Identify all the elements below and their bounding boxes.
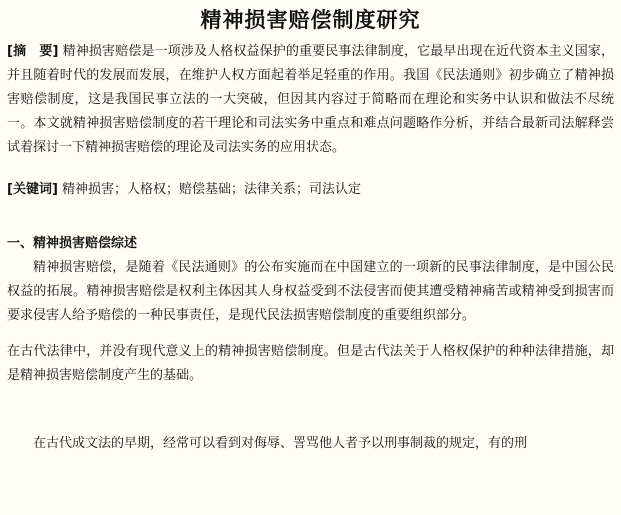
section-paragraph-3: 在古代成文法的早期，经常可以看到对侮辱、詈骂他人者予以刑事制裁的规定，有的刑 <box>33 436 528 451</box>
abstract-paragraph <box>7 40 614 160</box>
abstract-label: [摘 要] <box>7 44 59 59</box>
abstract-text: 精神损害赔偿是一项涉及人格权益保护的重要民事法律制度，它最早出现在近代资本主义国家，并且随着时代的发展而发展，在维护人权方面起着举足轻重的作用。我国《民法通则》初步确立了精神损害赔偿制度，这是我国民事立法的一大突破，但因其内容过于简略而在理论和实务中认识和做法不尽统一。本文就精神损害赔偿制度的若干理论和司法实务中重点和难点问题略作分析，并结合最新司法解释尝试着探讨一下精神损害赔偿的理论及司法实务的应用状态。 <box>7 44 614 155</box>
section-paragraph-1: 精神损害赔偿，是随着《民法通则》的公布实施而在中国建立的一项新的民事法律制度，是中国公民权益的拓展。精神损害赔偿是权利主体因其人身权益受到不法侵害而使其遭受精神痛苦或精神受到损害而要求侵害人给予赔偿的一种民事责任，是现代民法损害赔偿制度的重要组织部分。 <box>7 260 614 323</box>
section-paragraph-2: 在古代法律中，并没有现代意义上的精神损害赔偿制度。但是古代法关于人格权保护的种种法律措施，却是精神损害赔偿制度产生的基础。 <box>7 344 614 383</box>
keywords-paragraph <box>7 178 614 202</box>
keywords-label: [关键词] <box>7 182 58 197</box>
keywords-text: 精神损害；人格权；赔偿基础；法律关系；司法认定 <box>62 182 362 197</box>
section-heading: 一、精神损害赔偿综述 <box>7 236 138 251</box>
document-title: 精神损害赔偿制度研究 <box>200 7 421 32</box>
